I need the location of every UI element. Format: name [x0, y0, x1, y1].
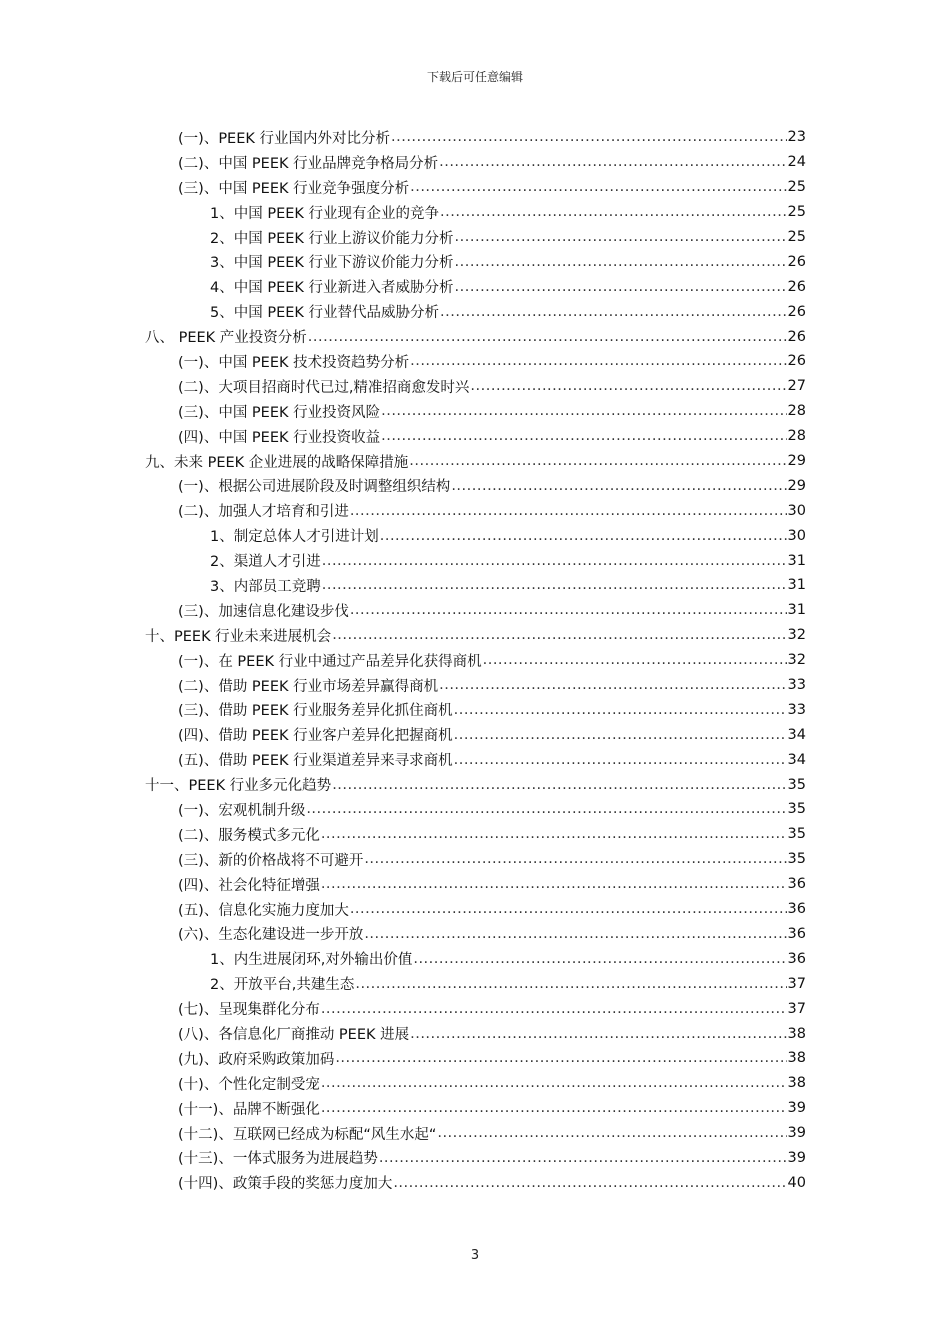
- toc-leader-dots: [437, 1125, 786, 1141]
- toc-entry-page: 26: [787, 353, 806, 370]
- toc-entry-title: 2、开放平台,共建生态: [210, 977, 355, 994]
- toc-entry-page: 36: [787, 925, 806, 942]
- toc-entry-page: 34: [787, 726, 806, 743]
- toc-entry-title: (四)、社会化特征增强: [178, 877, 320, 894]
- toc-entry-title: 3、中国 PEEK 行业下游议价能力分析: [210, 255, 454, 272]
- toc-entry[interactable]: [0, 324, 950, 349]
- toc-entry[interactable]: [0, 1071, 950, 1096]
- toc-leader-dots: [332, 777, 786, 793]
- toc-leader-dots: [332, 627, 786, 643]
- toc-leader-dots: [410, 179, 786, 195]
- toc-entry-page: 35: [787, 801, 806, 818]
- toc-entry[interactable]: [0, 1146, 950, 1171]
- toc-leader-dots: [391, 129, 787, 145]
- toc-leader-dots: [455, 254, 787, 270]
- toc-entry-page: 29: [787, 453, 806, 470]
- toc-entry-title: (一)、宏观机制升级: [178, 802, 306, 819]
- toc-entry-page: 26: [787, 278, 806, 295]
- toc-leader-dots: [321, 876, 787, 892]
- toc-leader-dots: [410, 353, 786, 369]
- toc-entry[interactable]: [0, 772, 950, 797]
- toc-entry-title: (十)、个性化定制受宠: [178, 1076, 320, 1093]
- toc-leader-dots: [381, 428, 786, 444]
- toc-entry-title: 2、中国 PEEK 行业上游议价能力分析: [210, 230, 454, 247]
- toc-entry-page: 37: [787, 975, 806, 992]
- toc-entry-page: 25: [787, 204, 806, 221]
- toc-leader-dots: [321, 826, 787, 842]
- toc-leader-dots: [483, 652, 787, 668]
- toc-entry-title: (三)、新的价格战将不可避开: [178, 852, 364, 869]
- toc-entry-title: (一)、中国 PEEK 技术投资趋势分析: [178, 354, 410, 371]
- toc-entry[interactable]: [0, 125, 950, 150]
- toc-entry-title: 1、制定总体人才引进计划: [210, 529, 379, 546]
- toc-entry-title: (二)、借助 PEEK 行业市场差异赢得商机: [178, 678, 439, 695]
- toc-entry-title: (五)、信息化实施力度加大: [178, 902, 349, 919]
- toc-entry[interactable]: [0, 797, 950, 822]
- toc-leader-dots: [454, 752, 787, 768]
- toc-leader-dots: [379, 1150, 787, 1166]
- toc-entry-title: 4、中国 PEEK 行业新进入者威胁分析: [210, 280, 454, 297]
- toc-entry[interactable]: [0, 548, 950, 573]
- toc-entry-page: 24: [787, 154, 806, 171]
- toc-entry-title: (九)、政府采购政策加码: [178, 1051, 335, 1068]
- toc-entry-page: 36: [787, 876, 806, 893]
- toc-entry-page: 26: [787, 328, 806, 345]
- toc-entry[interactable]: [0, 1046, 950, 1071]
- toc-entry[interactable]: [0, 424, 950, 449]
- toc-entry-page: 37: [787, 1000, 806, 1017]
- toc-entry[interactable]: [0, 747, 950, 772]
- toc-entry-title: (二)、大项目招商时代已过,精准招商愈发时兴: [178, 379, 470, 396]
- toc-entry[interactable]: [0, 847, 950, 872]
- toc-entry-title: (十一)、品牌不断强化: [178, 1101, 320, 1118]
- toc-entry-page: 36: [787, 950, 806, 967]
- toc-entry[interactable]: [0, 274, 950, 299]
- toc-entry-page: 39: [787, 1149, 806, 1166]
- toc-entry-title: (八)、各信息化厂商推动 PEEK 进展: [178, 1027, 410, 1043]
- toc-leader-dots: [380, 528, 787, 544]
- toc-entry-title: (七)、呈现集群化分布: [178, 1002, 320, 1019]
- toc-entry-page: 25: [787, 179, 806, 196]
- toc-leader-dots: [409, 453, 786, 469]
- toc-entry-page: 33: [787, 677, 806, 694]
- toc-leader-dots: [350, 602, 787, 618]
- toc-entry-page: 36: [787, 901, 806, 918]
- toc-leader-dots: [439, 154, 786, 170]
- toc-entry-page: 23: [787, 129, 806, 146]
- toc-entry-title: (三)、中国 PEEK 行业竞争强度分析: [178, 180, 410, 197]
- toc-entry[interactable]: [0, 1170, 950, 1195]
- toc-entry-page: 30: [787, 527, 806, 544]
- toc-entry[interactable]: [0, 922, 950, 947]
- toc-entry[interactable]: [0, 872, 950, 897]
- toc-entry-title: (十二)、互联网已经成为标配“风生水起“: [178, 1126, 437, 1143]
- toc-entry-page: 35: [787, 851, 806, 868]
- toc-entry-page: 34: [787, 751, 806, 768]
- toc-entry[interactable]: [0, 897, 950, 922]
- toc-entry-page: 25: [787, 229, 806, 245]
- toc-leader-dots: [440, 204, 787, 220]
- toc-entry-page: 35: [787, 776, 806, 793]
- toc-entry-page: 31: [787, 602, 806, 619]
- page-header: 下载后可任意编辑: [426, 70, 523, 84]
- toc-entry-title: (二)、服务模式多元化: [178, 827, 320, 844]
- toc-entry[interactable]: [0, 299, 950, 324]
- toc-entry-title: (三)、加速信息化建设步伐: [178, 603, 349, 620]
- table-of-contents: [0, 125, 950, 1195]
- toc-leader-dots: [321, 1075, 787, 1091]
- toc-entry-page: 39: [787, 1125, 806, 1142]
- toc-entry[interactable]: [0, 971, 950, 996]
- toc-entry[interactable]: [0, 498, 950, 523]
- toc-entry[interactable]: [0, 399, 950, 424]
- toc-entry-title: (二)、加强人才培育和引进: [178, 504, 349, 521]
- toc-entry[interactable]: [0, 175, 950, 200]
- toc-entry[interactable]: [0, 648, 950, 673]
- toc-leader-dots: [321, 1100, 787, 1116]
- toc-entry[interactable]: [0, 673, 950, 698]
- toc-leader-dots: [451, 478, 786, 494]
- toc-entry-page: 38: [787, 1025, 806, 1042]
- toc-entry-title: (十三)、一体式服务为进展趋势: [178, 1151, 378, 1168]
- toc-entry[interactable]: [0, 473, 950, 498]
- toc-leader-dots: [355, 976, 786, 992]
- toc-entry-page: 31: [787, 577, 806, 594]
- toc-entry-title: (一)、在 PEEK 行业中通过产品差异化获得商机: [178, 653, 482, 670]
- toc-entry-page: 29: [787, 477, 806, 494]
- toc-entry[interactable]: [0, 349, 950, 374]
- toc-leader-dots: [350, 503, 787, 519]
- toc-entry-page: 26: [787, 253, 806, 270]
- toc-entry-page: 26: [787, 303, 806, 320]
- toc-entry[interactable]: [0, 623, 950, 648]
- toc-entry-title: 八、 PEEK 产业投资分析: [145, 330, 307, 347]
- toc-entry[interactable]: [0, 822, 950, 847]
- page-number: 3: [470, 1248, 480, 1263]
- toc-entry-page: 35: [787, 826, 806, 843]
- toc-leader-dots: [455, 229, 787, 245]
- toc-leader-dots: [322, 577, 787, 593]
- toc-leader-dots: [455, 279, 787, 295]
- toc-entry[interactable]: [0, 249, 950, 274]
- toc-leader-dots: [413, 951, 786, 967]
- toc-entry[interactable]: [0, 1121, 950, 1146]
- toc-leader-dots: [470, 378, 786, 394]
- toc-entry[interactable]: [0, 996, 950, 1021]
- toc-entry[interactable]: [0, 200, 950, 225]
- toc-leader-dots: [440, 304, 787, 320]
- toc-entry-title: (三)、中国 PEEK 行业投资风险: [178, 404, 381, 421]
- toc-entry-page: 33: [787, 701, 806, 718]
- toc-entry[interactable]: [0, 225, 950, 250]
- toc-leader-dots: [335, 1050, 786, 1066]
- toc-entry[interactable]: [0, 374, 950, 399]
- toc-entry[interactable]: [0, 946, 950, 971]
- toc-entry[interactable]: [0, 1096, 950, 1121]
- toc-entry-title: (四)、中国 PEEK 行业投资收益: [178, 429, 381, 446]
- toc-entry-title: (十四)、政策手段的奖惩力度加大: [178, 1176, 393, 1193]
- toc-entry-title: 2、渠道人才引进: [210, 554, 321, 571]
- toc-entry[interactable]: [0, 598, 950, 623]
- toc-leader-dots: [364, 851, 786, 867]
- toc-entry-title: (六)、生态化建设进一步开放: [178, 927, 364, 944]
- toc-entry-title: 5、中国 PEEK 行业替代品威胁分析: [210, 305, 440, 322]
- toc-entry-title: 十一、PEEK 行业多元化趋势: [145, 778, 332, 795]
- toc-entry-title: 十、PEEK 行业未来进展机会: [145, 628, 332, 645]
- toc-entry-page: 30: [787, 502, 806, 519]
- toc-leader-dots: [364, 926, 786, 942]
- toc-entry-title: (三)、借助 PEEK 行业服务差异化抓住商机: [178, 703, 453, 720]
- toc-leader-dots: [410, 1026, 786, 1042]
- toc-entry-title: (五)、借助 PEEK 行业渠道差异来寻求商机: [178, 753, 453, 770]
- toc-entry-page: 38: [787, 1050, 806, 1067]
- toc-entry-page: 32: [787, 652, 806, 669]
- toc-leader-dots: [321, 1001, 787, 1017]
- toc-entry-page: 28: [787, 428, 806, 445]
- toc-entry-title: 3、内部员工竞聘: [210, 578, 321, 595]
- toc-entry-page: 39: [787, 1100, 806, 1117]
- toc-entry-title: (二)、中国 PEEK 行业品牌竞争格局分析: [178, 155, 439, 172]
- toc-leader-dots: [393, 1175, 786, 1191]
- toc-entry[interactable]: [0, 1021, 950, 1046]
- toc-entry[interactable]: [0, 150, 950, 175]
- toc-entry[interactable]: [0, 523, 950, 548]
- toc-entry-page: 31: [787, 552, 806, 569]
- toc-leader-dots: [439, 677, 786, 693]
- toc-entry-title: 1、中国 PEEK 行业现有企业的竞争: [210, 205, 440, 222]
- toc-leader-dots: [322, 553, 787, 569]
- toc-entry-title: (一)、PEEK 行业国内外对比分析: [178, 130, 390, 147]
- toc-entry-page: 28: [787, 403, 806, 420]
- toc-entry-title: (四)、借助 PEEK 行业客户差异化把握商机: [178, 728, 453, 745]
- toc-entry-page: 27: [787, 378, 806, 395]
- toc-leader-dots: [306, 801, 786, 817]
- toc-entry-title: 1、内生进展闭环,对外输出价值: [210, 952, 413, 969]
- toc-leader-dots: [454, 702, 787, 718]
- toc-leader-dots: [350, 901, 787, 917]
- toc-entry[interactable]: [0, 697, 950, 722]
- toc-leader-dots: [308, 329, 787, 345]
- toc-entry-page: 32: [787, 627, 806, 644]
- toc-entry[interactable]: [0, 449, 950, 474]
- toc-entry-title: (一)、根据公司进展阶段及时调整组织结构: [178, 479, 451, 496]
- toc-entry-page: 40: [787, 1174, 806, 1191]
- toc-entry-title: 九、未来 PEEK 企业进展的战略保障措施: [145, 454, 409, 471]
- toc-entry[interactable]: [0, 573, 950, 598]
- toc-entry[interactable]: [0, 722, 950, 747]
- toc-leader-dots: [381, 403, 786, 419]
- toc-leader-dots: [454, 727, 787, 743]
- toc-entry-page: 38: [787, 1075, 806, 1092]
